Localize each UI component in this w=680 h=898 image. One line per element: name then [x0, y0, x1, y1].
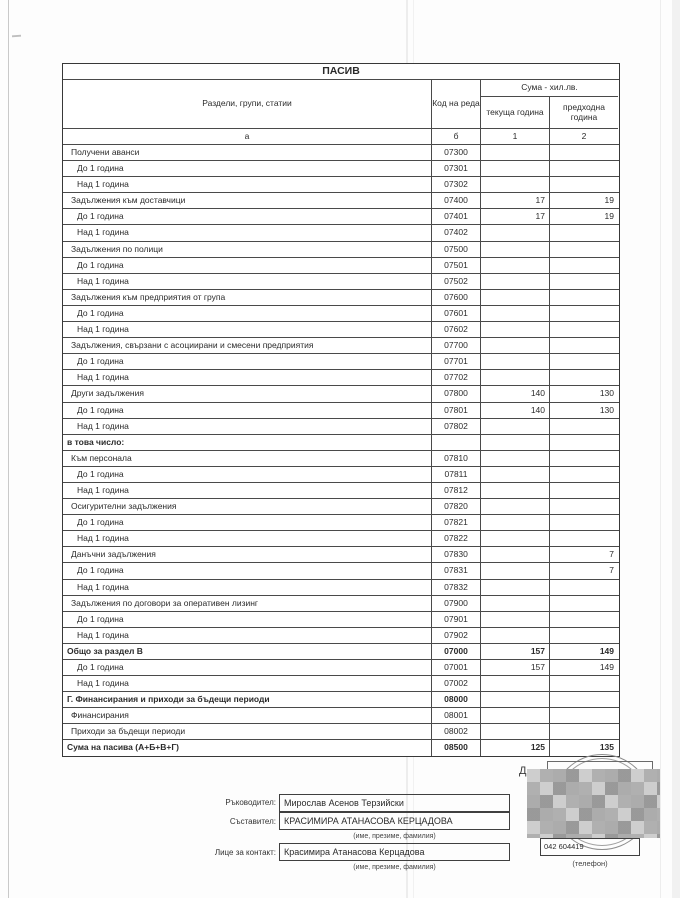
- row-label: Г. Финансирания и приходи за бъдещи периоди: [67, 694, 270, 705]
- contact-name-box: Красимира Атанасова Керцадова: [279, 843, 510, 861]
- row-current-value: [480, 451, 549, 466]
- row-current-value: [480, 322, 549, 337]
- row-current-value: [480, 676, 549, 691]
- row-current-value: [480, 692, 549, 707]
- row-label: Над 1 година: [77, 629, 129, 640]
- row-previous-value: [549, 370, 618, 385]
- table-row: [63, 337, 619, 353]
- row-label: Приходи за бъдещи периоди: [71, 726, 186, 737]
- row-current-value: [480, 499, 549, 514]
- row-current-value: [480, 580, 549, 595]
- table-row: [63, 482, 619, 498]
- row-previous-value: 19: [549, 209, 618, 224]
- row-previous-value: [549, 306, 618, 321]
- table-row: [63, 627, 619, 643]
- table-row: [63, 353, 619, 369]
- table-row: [63, 208, 619, 224]
- row-code: 07820: [431, 499, 480, 514]
- redaction-mosaic: [527, 769, 660, 838]
- table-row: [63, 369, 619, 385]
- row-code: 07702: [431, 370, 480, 385]
- table-row: [63, 514, 619, 530]
- table-row: [63, 659, 619, 675]
- header-row-code: Код на реда: [431, 80, 480, 128]
- row-current-value: [480, 338, 549, 353]
- table-row: [63, 691, 619, 707]
- row-label: Задължения към предприятия от група: [71, 291, 226, 302]
- row-label: Сума на пасива (А+Б+В+Г): [67, 742, 180, 753]
- row-current-value: [480, 628, 549, 643]
- row-previous-value: 7: [549, 563, 618, 578]
- row-code: 07600: [431, 290, 480, 305]
- row-label: Над 1 година: [77, 179, 129, 190]
- row-current-value: [480, 354, 549, 369]
- row-label: Към персонала: [71, 452, 132, 463]
- table-row: [63, 385, 619, 401]
- row-label: Задължения по полици: [71, 243, 163, 254]
- row-label: До 1 година: [77, 517, 124, 528]
- row-code: 07500: [431, 242, 480, 257]
- table-row: [63, 498, 619, 514]
- row-previous-value: [549, 515, 618, 530]
- row-current-value: 140: [480, 403, 549, 418]
- row-code: 07902: [431, 628, 480, 643]
- table-row: [63, 305, 619, 321]
- row-previous-value: [549, 467, 618, 482]
- row-previous-value: [549, 435, 618, 450]
- table-row: [63, 224, 619, 240]
- row-current-value: [480, 547, 549, 562]
- partial-letter: Д: [519, 765, 527, 777]
- table-row: [63, 579, 619, 595]
- row-code: 07831: [431, 563, 480, 578]
- row-previous-value: [549, 338, 618, 353]
- row-label: До 1 година: [77, 211, 124, 222]
- row-code: 07001: [431, 660, 480, 675]
- row-previous-value: 130: [549, 386, 618, 401]
- row-code: 07810: [431, 451, 480, 466]
- scan-edge-left: [8, 0, 9, 898]
- row-code: 07002: [431, 676, 480, 691]
- row-current-value: [480, 161, 549, 176]
- row-label: Над 1 година: [77, 581, 129, 592]
- contact-label: Лице за контакт:: [214, 848, 276, 857]
- row-previous-value: [549, 274, 618, 289]
- row-label: Над 1 година: [77, 275, 129, 286]
- row-current-value: [480, 708, 549, 723]
- table-row: [63, 739, 619, 755]
- row-label: До 1 година: [77, 163, 124, 174]
- row-label: До 1 година: [77, 565, 124, 576]
- row-code: [431, 435, 480, 450]
- row-previous-value: [549, 225, 618, 240]
- row-current-value: [480, 177, 549, 192]
- table-row: [63, 595, 619, 611]
- row-code: 08001: [431, 708, 480, 723]
- header-current-year: текуща година: [480, 97, 549, 128]
- row-current-value: [480, 435, 549, 450]
- row-previous-value: [549, 676, 618, 691]
- row-code: 07822: [431, 531, 480, 546]
- row-label: Над 1 година: [77, 227, 129, 238]
- table-header: [63, 80, 619, 144]
- row-current-value: [480, 419, 549, 434]
- row-code: 07302: [431, 177, 480, 192]
- row-code: 07400: [431, 193, 480, 208]
- scan-edge-right-shade: [672, 0, 680, 898]
- row-code: 07301: [431, 161, 480, 176]
- row-current-value: [480, 274, 549, 289]
- row-current-value: [480, 724, 549, 739]
- row-previous-value: [549, 322, 618, 337]
- letter-col-2: 2: [549, 128, 618, 144]
- row-code: 07300: [431, 145, 480, 160]
- row-label: Над 1 година: [77, 324, 129, 335]
- row-previous-value: 19: [549, 193, 618, 208]
- letter-col-a: а: [63, 128, 431, 144]
- row-previous-value: [549, 724, 618, 739]
- table-row: [63, 466, 619, 482]
- row-current-value: 157: [480, 660, 549, 675]
- row-current-value: 17: [480, 209, 549, 224]
- liabilities-table: [62, 63, 620, 757]
- table-row: [63, 434, 619, 450]
- row-label: Финансирания: [71, 710, 129, 721]
- row-label: в това число:: [67, 436, 125, 447]
- row-code: 07811: [431, 467, 480, 482]
- table-row: [63, 723, 619, 739]
- row-code: 07401: [431, 209, 480, 224]
- row-label: До 1 година: [77, 307, 124, 318]
- letter-col-1: 1: [480, 128, 549, 144]
- row-previous-value: [549, 145, 618, 160]
- row-code: 07000: [431, 644, 480, 659]
- row-code: 07802: [431, 419, 480, 434]
- row-label: Данъчни задължения: [71, 549, 156, 560]
- row-code: 07601: [431, 306, 480, 321]
- row-label: Над 1 година: [77, 372, 129, 383]
- row-current-value: [480, 225, 549, 240]
- row-current-value: [480, 467, 549, 482]
- row-code: 07901: [431, 612, 480, 627]
- row-previous-value: [549, 612, 618, 627]
- row-code: 07701: [431, 354, 480, 369]
- row-label: Получени аванси: [71, 147, 140, 157]
- table-row: [63, 546, 619, 562]
- row-current-value: [480, 515, 549, 530]
- name-hint-2: (име, презиме, фамилия): [353, 864, 436, 871]
- row-previous-value: [549, 499, 618, 514]
- row-previous-value: [549, 290, 618, 305]
- row-code: 07821: [431, 515, 480, 530]
- table-row: [63, 273, 619, 289]
- table-row: [63, 192, 619, 208]
- row-previous-value: 130: [549, 403, 618, 418]
- table-row: [63, 160, 619, 176]
- row-previous-value: [549, 596, 618, 611]
- row-previous-value: [549, 177, 618, 192]
- table-row: [63, 450, 619, 466]
- row-label: До 1 година: [77, 404, 124, 415]
- row-current-value: [480, 596, 549, 611]
- row-label: До 1 година: [77, 259, 124, 270]
- preparer-label: Съставител:: [229, 817, 276, 826]
- row-previous-value: 149: [549, 644, 618, 659]
- row-label: Задължения, свързани с асоциирани и смесени предприятия: [71, 340, 314, 351]
- row-previous-value: [549, 708, 618, 723]
- table-row: [63, 321, 619, 337]
- table-row: [63, 418, 619, 434]
- table-row: [63, 257, 619, 273]
- table-title: ПАСИВ: [63, 64, 619, 80]
- row-code: 08000: [431, 692, 480, 707]
- row-label: Над 1 година: [77, 484, 129, 495]
- row-label: Над 1 година: [77, 420, 129, 431]
- header-sections: Раздели, групи, статии: [202, 98, 292, 109]
- row-current-value: 140: [480, 386, 549, 401]
- row-previous-value: [549, 580, 618, 595]
- row-label: Други задължения: [71, 388, 144, 399]
- table-row: [63, 707, 619, 723]
- row-code: 07900: [431, 596, 480, 611]
- phone-hint: (телефон): [572, 859, 608, 868]
- table-row: [63, 530, 619, 546]
- row-current-value: [480, 258, 549, 273]
- row-label: Задължения към доставчици: [71, 195, 186, 206]
- table-row: [63, 675, 619, 691]
- manager-label: Ръководител:: [225, 798, 276, 807]
- row-previous-value: [549, 628, 618, 643]
- row-current-value: [480, 290, 549, 305]
- header-sum-group: Сума - хил.лв.: [480, 80, 618, 97]
- row-current-value: 157: [480, 644, 549, 659]
- row-code: 07402: [431, 225, 480, 240]
- row-label: Над 1 година: [77, 678, 129, 689]
- row-label: До 1 година: [77, 613, 124, 624]
- row-previous-value: [549, 483, 618, 498]
- row-previous-value: [549, 354, 618, 369]
- table-row: [63, 402, 619, 418]
- row-label: До 1 година: [77, 662, 124, 672]
- letter-col-b: б: [431, 128, 480, 144]
- header-previous-year: предходна година: [549, 97, 618, 128]
- row-current-value: [480, 242, 549, 257]
- row-current-value: 17: [480, 193, 549, 208]
- row-previous-value: [549, 242, 618, 257]
- row-current-value: [480, 483, 549, 498]
- row-current-value: [480, 612, 549, 627]
- row-label: Над 1 година: [77, 533, 129, 544]
- row-code: 08002: [431, 724, 480, 739]
- row-previous-value: [549, 258, 618, 273]
- row-previous-value: [549, 419, 618, 434]
- table-row: [63, 562, 619, 578]
- row-previous-value: [549, 531, 618, 546]
- row-label: До 1 година: [77, 468, 124, 479]
- row-label: До 1 година: [77, 356, 124, 367]
- scan-edge-right-line: [660, 0, 661, 898]
- row-previous-value: [549, 161, 618, 176]
- row-previous-value: [549, 451, 618, 466]
- row-code: 07812: [431, 483, 480, 498]
- table-row: [63, 144, 619, 160]
- row-current-value: [480, 370, 549, 385]
- row-code: 07501: [431, 258, 480, 273]
- table-row: [63, 176, 619, 192]
- row-code: 07602: [431, 322, 480, 337]
- row-current-value: [480, 563, 549, 578]
- manager-name-box: Мирослав Асенов Терзийски: [279, 794, 510, 812]
- row-code: 07502: [431, 274, 480, 289]
- row-current-value: [480, 306, 549, 321]
- row-label: Общо за раздел В: [67, 645, 143, 656]
- row-previous-value: 149: [549, 660, 618, 675]
- row-previous-value: 135: [549, 740, 618, 755]
- table-row: [63, 611, 619, 627]
- row-code: 07830: [431, 547, 480, 562]
- table-row: [63, 289, 619, 305]
- table-row: [63, 241, 619, 257]
- row-code: 07800: [431, 386, 480, 401]
- row-label: Осигурителни задължения: [71, 501, 177, 512]
- table-body: [63, 144, 619, 756]
- row-label: Задължения по договори за оперативен лизинг: [71, 597, 259, 608]
- row-code: 08500: [431, 740, 480, 755]
- row-previous-value: 7: [549, 547, 618, 562]
- row-current-value: [480, 531, 549, 546]
- row-current-value: [480, 145, 549, 160]
- row-current-value: 125: [480, 740, 549, 755]
- scan-mark: [12, 35, 21, 38]
- table-row: [63, 643, 619, 659]
- name-hint-1: (име, презиме, фамилия): [353, 833, 436, 840]
- row-code: 07832: [431, 580, 480, 595]
- row-code: 07700: [431, 338, 480, 353]
- row-code: 07801: [431, 403, 480, 418]
- phone-box: 042 604419: [540, 838, 640, 856]
- row-previous-value: [549, 692, 618, 707]
- preparer-name-box: КРАСИМИРА АТАНАСОВА КЕРЦАДОВА: [279, 812, 510, 830]
